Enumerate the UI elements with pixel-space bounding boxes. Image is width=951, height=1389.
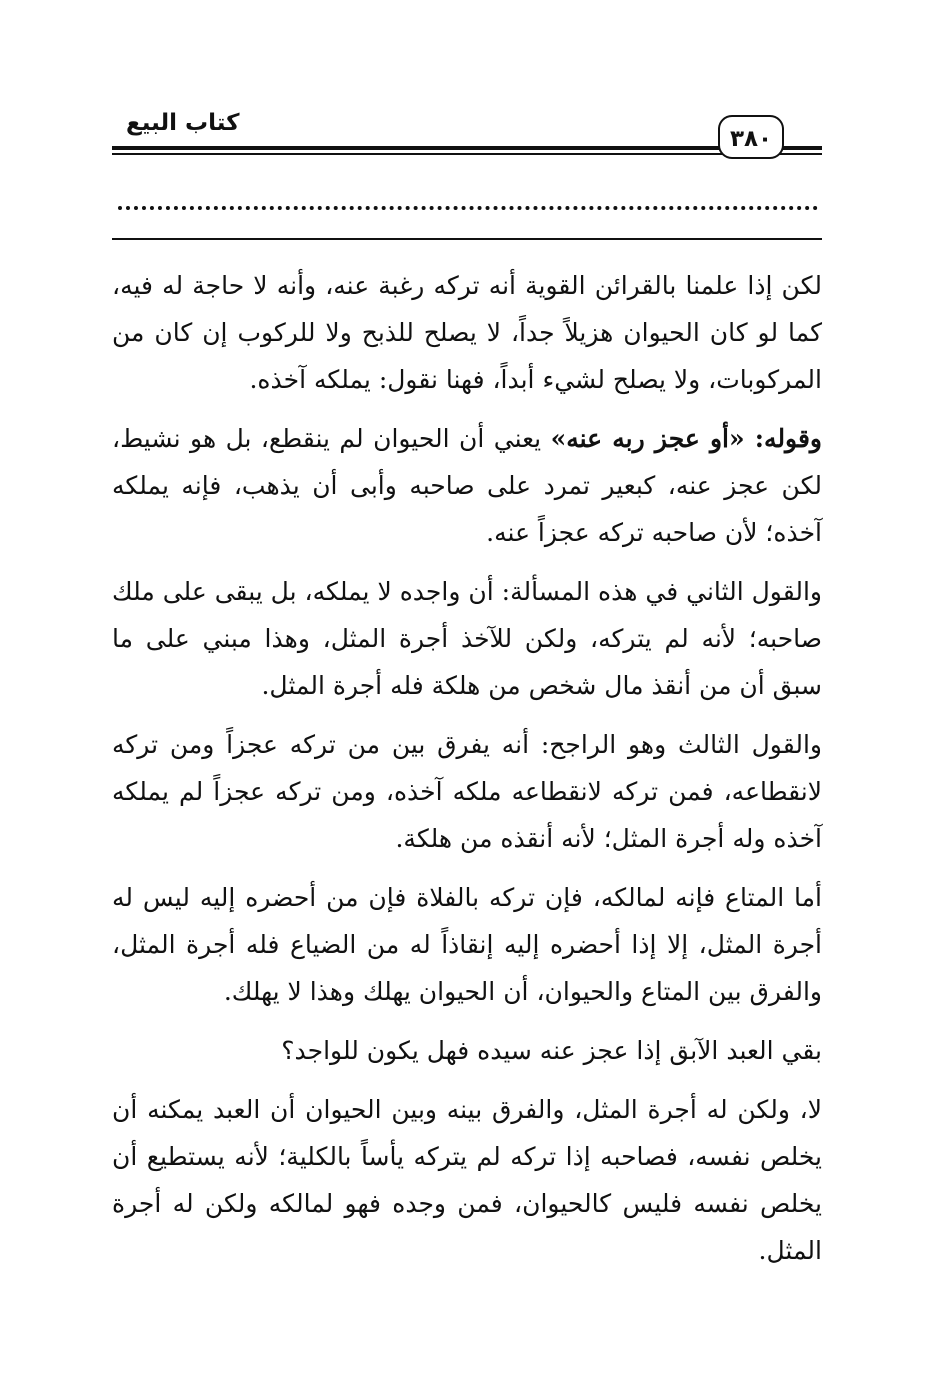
paragraph-2-lead: وقوله: xyxy=(744,424,822,453)
paragraph-6: بقي العبد الآبق إذا عجز عنه سيده فهل يكون للواجد؟ xyxy=(281,1036,822,1065)
header-rule-thin xyxy=(112,153,822,155)
page-number: ٣٨٠ xyxy=(718,115,784,159)
paragraph-5: أما المتاع فإنه لمالكه، فإن تركه بالفلاة فإن من أحضره إليه ليس له أجرة المثل، إلا إذا أحضره إليه إنقاذاً له من الضياع فله أجرة المثل، والفرق بين المتاع والحيوان، أن الحيوان يهلك وهذا لا يهلك. xyxy=(112,883,822,1006)
paragraph-3: والقول الثاني في هذه المسألة: أن واجده لا يملكه، بل يبقى على ملك صاحبه؛ لأنه لم يتركه، ولكن للآخذ أجرة المثل، وهذا مبني على ما سبق أن من أنقذ مال شخص من هلكة فله أجرة المثل. xyxy=(112,577,822,700)
paragraph-2-quote: «أو عجز ربه عنه» xyxy=(550,424,745,453)
paragraph-7: لا، ولكن له أجرة المثل، والفرق بينه وبين الحيوان أن العبد يمكنه أن يخلص نفسه، فصاحبه إذا تركه لم يتركه يأساً بالكلية؛ لأنه يستطيع أن يخلص نفسه فليس كالحيوان، فمن وجده فهو لمالكه ولكن له أجرة المثل. xyxy=(112,1095,822,1265)
header-separator-rule xyxy=(112,238,822,240)
body-text xyxy=(112,262,822,1286)
dotted-separator xyxy=(118,190,818,210)
running-header-title: كتاب البيع xyxy=(120,110,246,136)
paragraph-1: لكن إذا علمنا بالقرائن القوية أنه تركه رغبة عنه، وأنه لا حاجة له فيه، كما لو كان الحيوان هزيلاً جداً، لا يصلح للذبح ولا للركوب إن كان من المركوبات، ولا يصلح لشيء أبداً، فهنا نقول: يملكه آخذه. xyxy=(112,271,822,394)
paragraph-2-text: يعني أن الحيوان لم ينقطع، بل هو نشيط، لكن عجز عنه، كبعير تمرد على صاحبه وأبى أن يذهب، فإنه يملكه آخذه؛ لأن صاحبه تركه عجزاً عنه. xyxy=(112,424,822,547)
paragraph-2 xyxy=(112,415,822,556)
paragraph-4: والقول الثالث وهو الراجح: أنه يفرق بين من تركه عجزاً ومن تركه لانقطاعه، فمن تركه لانقطاعه ملكه آخذه، ومن تركه عجزاً لم يملكه آخذه وله أجرة المثل؛ لأنه أنقذه من هلكة. xyxy=(112,730,822,853)
header-rule-thick xyxy=(112,146,822,150)
